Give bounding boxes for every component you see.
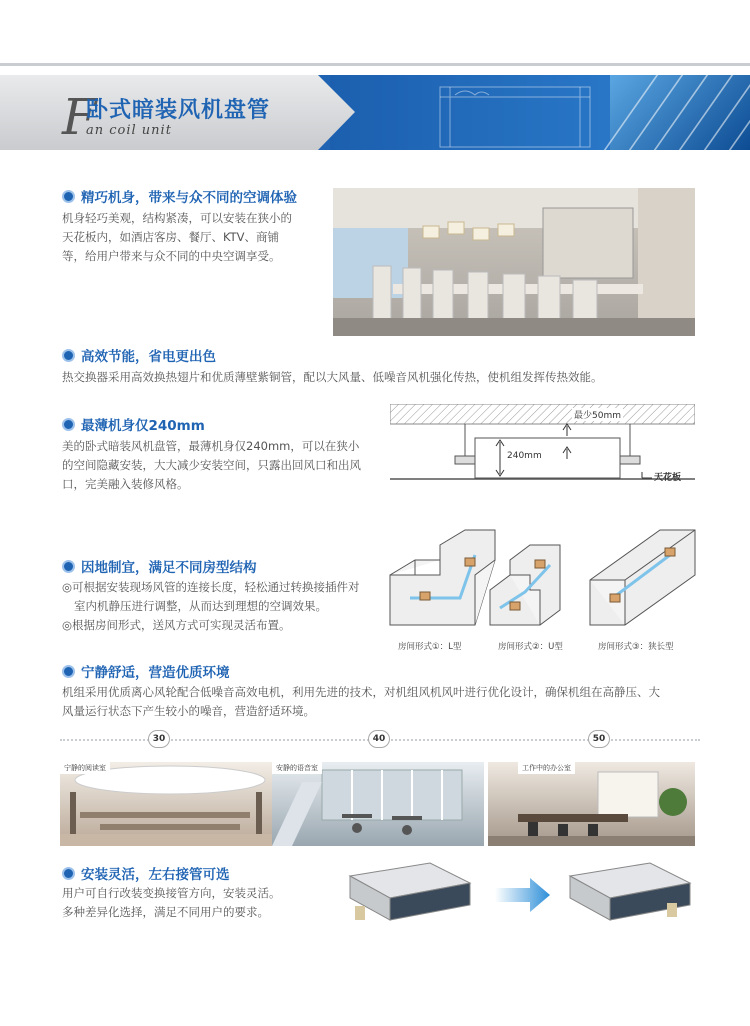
room-label-l: 房间形式①：L型 xyxy=(398,642,462,652)
noise-mark-40: 40 xyxy=(368,730,390,748)
section-title-5 xyxy=(62,661,230,681)
text-line: 多种差异化选择，满足不同用户的要求。 xyxy=(62,905,269,919)
section-body-1 xyxy=(62,209,327,266)
unit-comparison-graphic xyxy=(345,858,695,928)
section-title-1 xyxy=(62,186,297,206)
bullet-dot-icon xyxy=(62,190,75,203)
install-diagram-graphic xyxy=(390,404,695,496)
caption-voice-room: 安静的语音室 xyxy=(272,762,322,774)
noise-scale xyxy=(60,730,700,748)
text-line: 美的卧式暗装风机盘管，最薄机身仅240mm，可以在狭小 xyxy=(62,439,360,453)
voice-room-illustration xyxy=(272,762,484,846)
fan-coil-unit-left xyxy=(350,863,470,920)
section-title-6 xyxy=(62,863,230,883)
bullet-dot-icon xyxy=(62,665,75,678)
section-body-4 xyxy=(62,578,382,635)
text-line: 风量运行状态下产生较小的噪音，营造舒适环境。 xyxy=(62,704,315,718)
clearance-label: 最少50mm xyxy=(572,408,623,421)
page-subtitle: an coil unit xyxy=(86,123,172,138)
bullet-dot-icon xyxy=(62,349,75,362)
bullet-dot-icon xyxy=(62,867,75,880)
section-title-text: 安装灵活，左右接管可选 xyxy=(81,867,230,883)
bullet-dot-icon xyxy=(62,418,75,431)
section-title-text: 因地制宜，满足不同房型结构 xyxy=(81,560,257,576)
caption-office: 工作中的办公室 xyxy=(518,762,575,774)
voice-room-photo xyxy=(272,762,484,846)
section-title-4 xyxy=(62,556,257,576)
section-body-2 xyxy=(62,368,702,387)
noise-mark-30: 30 xyxy=(148,730,170,748)
install-diagram xyxy=(390,404,695,496)
fan-coil-unit-right xyxy=(570,863,690,920)
noise-mark-50: 50 xyxy=(588,730,610,748)
top-divider xyxy=(0,63,750,66)
text-line: 室内机静压进行调整，从而达到理想的空调效果。 xyxy=(74,599,327,613)
banner-blueprint xyxy=(330,75,630,150)
ceiling-label: 天花板 xyxy=(654,473,682,483)
section-title-2 xyxy=(62,345,216,365)
section-title-text: 最薄机身仅240mm xyxy=(81,418,205,434)
section-title-text: 高效节能，省电更出色 xyxy=(81,349,216,365)
text-line: 机组采用优质离心风轮配合低噪音高效电机，利用先进的技术，对机组风机风叶进行优化设计，确保机组在高静压、大 xyxy=(62,685,660,699)
restaurant-photo xyxy=(333,188,695,336)
office-photo xyxy=(488,762,695,846)
room-layouts-graphic xyxy=(385,520,700,635)
section-title-text: 精巧机身，带来与众不同的空调体验 xyxy=(81,190,297,206)
text-line: 机身轻巧美观，结构紧凑，可以安装在狭小的 xyxy=(62,211,292,225)
height-label: 240mm xyxy=(507,451,542,461)
text-line: ◎根据房间形式，送风方式可实现灵活布置。 xyxy=(62,618,291,632)
office-illustration xyxy=(488,762,695,846)
room-label-u: 房间形式②：U型 xyxy=(498,642,563,652)
restaurant-illustration xyxy=(333,188,695,336)
text-line: ◎可根据安装现场风管的连接长度，轻松通过转换接插件对 xyxy=(62,580,360,594)
blueprint-graphic xyxy=(330,75,630,150)
section-body-3 xyxy=(62,437,382,494)
section-body-6 xyxy=(62,884,342,922)
section-title-3 xyxy=(62,414,205,434)
section-body-5 xyxy=(62,683,712,721)
text-line: 口，完美融入装修风格。 xyxy=(62,477,189,491)
banner-building-photo xyxy=(610,75,750,150)
room-label-narrow: 房间形式③：狭长型 xyxy=(598,642,674,652)
reading-room-photo xyxy=(60,762,272,846)
page-title: 卧式暗装风机盘管 xyxy=(86,98,271,123)
text-line: 等，给用户带来与众不同的中央空调享受。 xyxy=(62,249,281,263)
text-line: 用户可自行改装变换接管方向，安装灵活。 xyxy=(62,886,281,900)
text-line: 天花板内，如酒店客房、餐厅、KTV、商铺 xyxy=(62,230,280,244)
caption-reading-room: 宁静的阅读室 xyxy=(60,762,110,774)
section-title-text: 宁静舒适，营造优质环境 xyxy=(81,665,230,681)
text-line: 热交换器采用高效换热翅片和优质薄壁紫铜管，配以大风量、低噪音风机强化传热，使机组发挥传热效能。 xyxy=(62,370,603,384)
header-letter: F xyxy=(62,88,97,146)
reading-room-illustration xyxy=(60,762,272,846)
text-line: 的空间隐藏安装，大大减少安装空间，只露出回风口和出风 xyxy=(62,458,361,472)
bullet-dot-icon xyxy=(62,560,75,573)
